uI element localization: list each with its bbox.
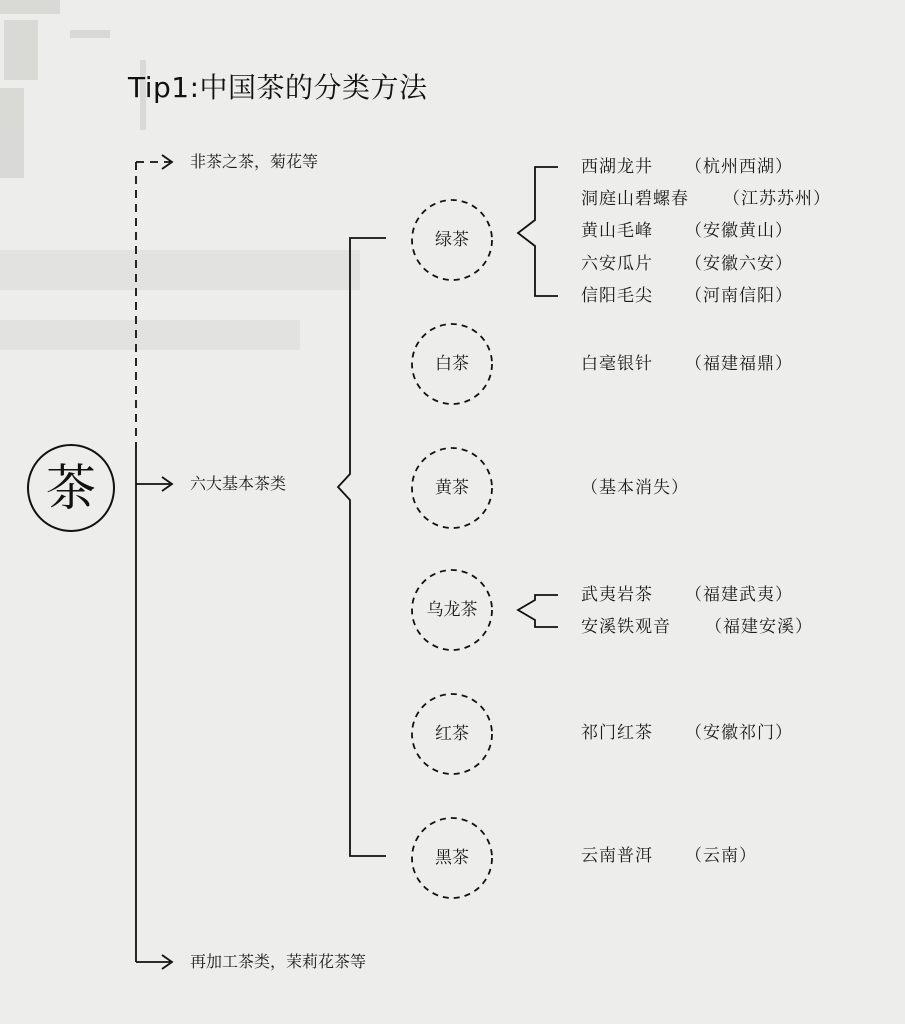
variety-row [581, 187, 831, 211]
oolong-brace [518, 595, 558, 627]
variety-name: 六安瓜片 [581, 254, 653, 274]
category-label-black: 红茶 [435, 724, 469, 744]
categories-brace [338, 238, 386, 856]
variety-origin: （安徽祁门） [685, 723, 793, 743]
category-label-white: 白茶 [435, 354, 469, 374]
variety-row [581, 476, 689, 500]
variety-row [581, 219, 793, 243]
variety-name: 祁门红茶 [581, 723, 653, 743]
variety-row [581, 155, 793, 179]
variety-origin: （福建福鼎） [685, 354, 793, 374]
branch-six-basic: 六大基本茶类 [190, 474, 287, 493]
variety-origin: （福建武夷） [685, 585, 793, 605]
category-label-yellow: 黄茶 [435, 478, 469, 498]
variety-row [581, 615, 813, 639]
variety-row [581, 721, 793, 745]
variety-row [581, 844, 757, 868]
variety-origin: （江苏苏州） [723, 189, 831, 209]
variety-origin: （云南） [685, 846, 757, 866]
category-label-green: 绿茶 [435, 230, 469, 250]
page-title: Tip1:中国茶的分类方法 [128, 71, 428, 104]
variety-origin: （安徽黄山） [685, 221, 793, 241]
variety-name: 西湖龙井 [581, 157, 653, 177]
variety-origin: （福建安溪） [705, 617, 813, 637]
variety-origin: （安徽六安） [685, 254, 793, 274]
variety-row [581, 252, 793, 276]
variety-origin: （杭州西湖） [685, 157, 793, 177]
variety-name: 云南普洱 [581, 846, 653, 866]
branch-non-tea: 非茶之茶，菊花等 [190, 152, 319, 171]
variety-name: 黄山毛峰 [581, 221, 653, 241]
green-tea-brace [518, 167, 558, 296]
variety-name: 安溪铁观音 [581, 617, 671, 637]
variety-row [581, 284, 793, 308]
root-label: 茶 [46, 459, 96, 517]
variety-origin: （河南信阳） [685, 286, 793, 306]
variety-name: 武夷岩茶 [581, 585, 653, 605]
variety-name: 信阳毛尖 [581, 286, 653, 306]
variety-name: 白毫银针 [581, 354, 653, 374]
variety-row [581, 583, 793, 607]
variety-name: 洞庭山碧螺春 [581, 189, 689, 209]
category-label-oolong: 乌龙茶 [426, 600, 478, 620]
category-label-dark: 黑茶 [435, 848, 469, 868]
branch-reprocessed: 再加工茶类，茉莉花茶等 [190, 952, 367, 971]
variety-origin: （基本消失） [581, 478, 689, 498]
variety-row [581, 352, 793, 376]
